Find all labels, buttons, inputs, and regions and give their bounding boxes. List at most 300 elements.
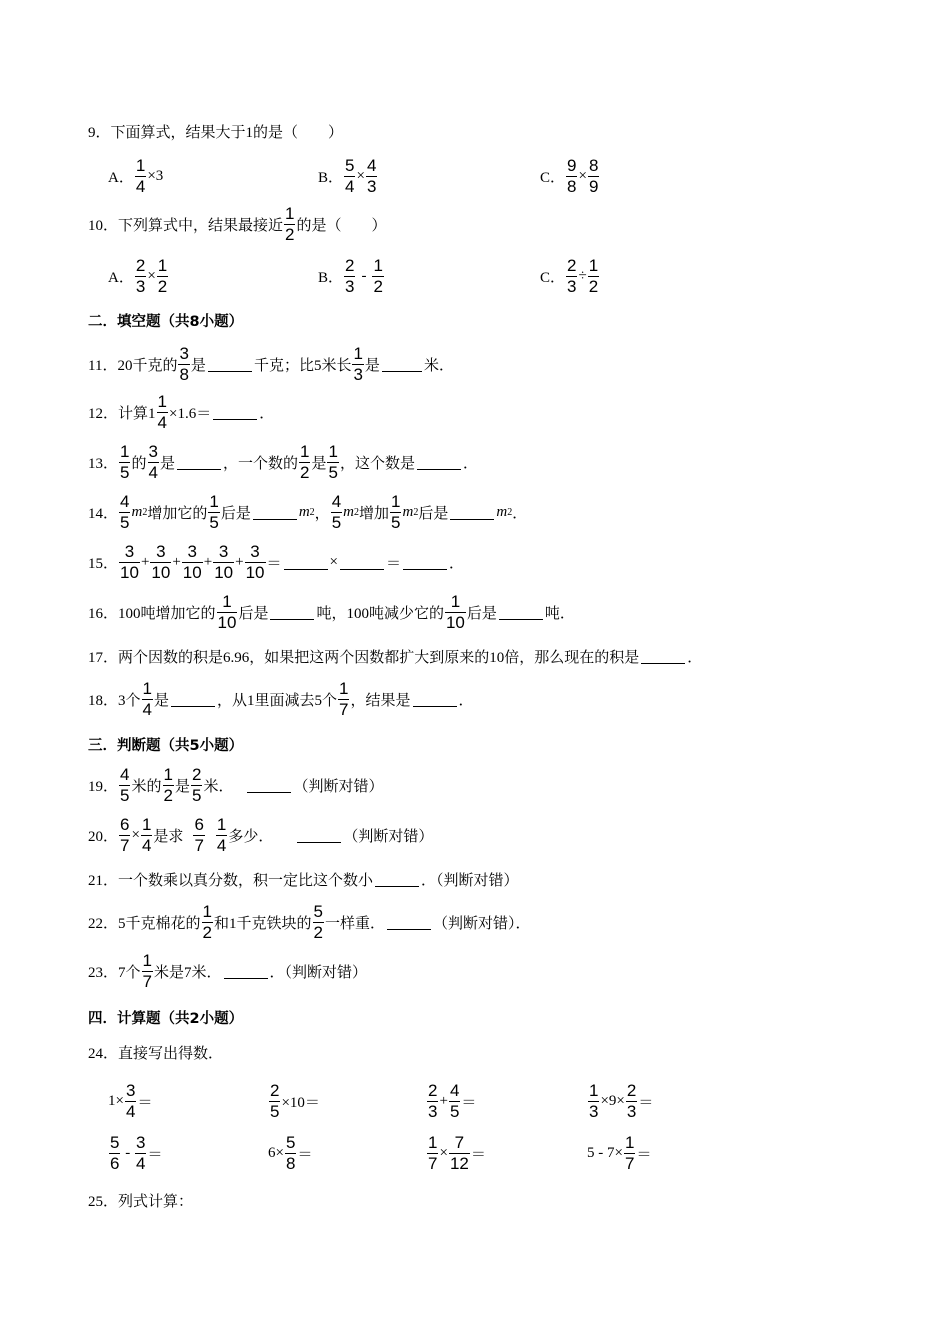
denominator: 5 (120, 512, 130, 532)
numerator: 1 (353, 343, 363, 363)
text-segment: ．（判断对错） (421, 872, 519, 889)
section-true-false: 三．判断题（共5小题） (88, 738, 244, 754)
fraction (449, 1133, 470, 1174)
denominator: 2 (157, 276, 168, 296)
text-segment: m (298, 503, 310, 520)
calc-item (587, 1127, 651, 1179)
numerator: 3 (187, 541, 197, 561)
answer-blank[interactable] (375, 872, 419, 887)
denominator: 2 (300, 462, 310, 482)
fraction (352, 344, 363, 385)
text-segment: m (496, 503, 508, 520)
numerator: 1 (624, 1132, 635, 1152)
fraction (135, 1133, 146, 1174)
numerator: 5 (345, 155, 355, 175)
denominator: 8 (567, 176, 577, 196)
numerator: 6 (194, 814, 204, 834)
numerator: 1 (120, 441, 130, 461)
denominator: 10 (245, 562, 265, 582)
text-segment: 是 (153, 692, 169, 709)
numerator: 2 (428, 1080, 438, 1100)
section-fill-in: 二．填空题（共8小题） (88, 314, 244, 330)
text-segment: 25．列式计算： (88, 1193, 194, 1210)
text-segment: 21．一个数乘以真分数，积一定比这个数小 (88, 872, 374, 889)
answer-blank[interactable] (340, 555, 384, 570)
answer-blank[interactable] (417, 455, 461, 470)
text-segment: ， (314, 505, 330, 522)
text-segment: + (203, 553, 213, 570)
text-segment: ＝ (636, 1146, 652, 1163)
text-segment: ． (458, 692, 474, 709)
fraction (344, 256, 355, 297)
text-segment: 15． (88, 555, 119, 572)
fraction (338, 679, 349, 720)
denominator: 8 (285, 1153, 296, 1173)
fraction (208, 492, 219, 533)
fraction (141, 815, 152, 856)
numerator: 1 (300, 441, 310, 461)
fraction (157, 392, 168, 433)
fraction (445, 592, 466, 633)
denominator: 4 (135, 1153, 146, 1173)
text-segment: ＝ (470, 1146, 486, 1163)
text-segment: （判断对错） (293, 778, 384, 795)
text-segment: A． (108, 269, 134, 286)
denominator: 5 (120, 462, 130, 482)
text-segment: 3 (155, 167, 164, 184)
numerator: 9 (567, 155, 577, 175)
text-segment: m (343, 503, 354, 520)
text-segment: ，这个数是 (339, 455, 415, 472)
text-segment: ＝ (461, 1094, 477, 1111)
text-segment: 13． (88, 455, 119, 472)
denominator: 3 (626, 1101, 637, 1121)
fraction (142, 951, 153, 992)
text-segment: 是 (364, 357, 380, 374)
calc-item (268, 1127, 312, 1179)
text-segment: B． (318, 169, 344, 186)
fraction (566, 256, 577, 297)
text-segment: 一样重． (324, 915, 385, 932)
question-24 (88, 1026, 223, 1078)
text-segment: - (121, 1144, 134, 1161)
numerator: 7 (454, 1132, 465, 1152)
text-segment: 增加它的 (147, 505, 208, 522)
question-11 (88, 338, 454, 390)
fraction (449, 1081, 460, 1122)
text-segment: 20． (88, 828, 119, 845)
fraction (119, 765, 130, 806)
fraction (178, 344, 189, 385)
answer-blank[interactable] (208, 357, 252, 372)
text-segment: 后是 (418, 505, 449, 522)
numerator: 1 (588, 255, 599, 275)
denominator: 7 (120, 835, 130, 855)
q10-option-b (318, 250, 385, 302)
calc-item (587, 1075, 653, 1127)
numerator: 3 (179, 343, 189, 363)
text-segment: 吨，100吨减少它的 (316, 605, 444, 622)
fraction (390, 492, 401, 533)
text-segment: 的 (131, 455, 147, 472)
text-segment: 米是7米． (153, 964, 222, 981)
numerator: 1 (157, 255, 168, 275)
text-segment: B． (318, 269, 344, 286)
fraction (366, 156, 377, 197)
numerator: 2 (626, 1080, 637, 1100)
fraction (344, 156, 355, 197)
denominator: 3 (589, 1101, 599, 1121)
numerator: 2 (135, 255, 146, 275)
numerator: 3 (125, 1080, 136, 1100)
answer-blank[interactable] (213, 405, 257, 420)
text-segment: 2 (309, 506, 315, 518)
denominator: 7 (142, 971, 152, 991)
answer-blank[interactable] (641, 649, 685, 664)
calc-item (426, 1075, 476, 1127)
fraction (150, 542, 171, 583)
answer-blank[interactable] (171, 692, 215, 707)
fraction (182, 542, 203, 583)
numerator: 1 (216, 814, 227, 834)
numerator: 3 (156, 541, 166, 561)
denominator: 2 (373, 276, 383, 296)
text-segment: + (439, 1092, 448, 1109)
fraction (157, 256, 168, 297)
numerator: 1 (391, 491, 401, 511)
fraction (284, 204, 295, 245)
numerator: 3 (148, 441, 158, 461)
numerator: 2 (567, 255, 577, 275)
text-segment: 是求 (153, 828, 184, 845)
denominator: 4 (148, 462, 158, 482)
text-segment: 23．7个 (88, 964, 141, 981)
fraction (135, 256, 146, 297)
numerator: 1 (428, 1132, 438, 1152)
text-segment: + (172, 553, 181, 570)
answer-blank[interactable] (413, 692, 457, 707)
denominator: 9 (588, 176, 599, 196)
question-23 (88, 945, 367, 997)
text-segment: + (235, 553, 244, 570)
text-segment: ． (687, 649, 703, 666)
denominator: 5 (209, 512, 219, 532)
text-segment: 10．下列算式中，结果最接近 (88, 217, 284, 234)
text-segment: ＝ (638, 1094, 654, 1111)
text-segment: m (131, 503, 143, 520)
answer-blank[interactable] (224, 964, 268, 979)
text-segment: C． (540, 269, 566, 286)
fraction (216, 815, 227, 856)
numerator: 1 (135, 155, 146, 175)
text-segment: ．（判断对错） (269, 964, 368, 981)
fraction (163, 765, 174, 806)
numerator: 1 (450, 591, 461, 611)
text-segment: × (439, 1144, 448, 1161)
denominator: 5 (391, 512, 401, 532)
fraction (269, 1081, 280, 1122)
numerator: 4 (449, 1080, 460, 1100)
fraction (285, 1133, 296, 1174)
fraction (119, 442, 130, 483)
numerator: 2 (345, 255, 355, 275)
numerator: 3 (250, 541, 260, 561)
question-10 (88, 198, 387, 250)
denominator: 7 (194, 835, 204, 855)
denominator: 4 (345, 176, 355, 196)
fraction (217, 592, 238, 633)
text-segment: × (329, 553, 338, 570)
text-segment: + (140, 553, 150, 570)
denominator: 10 (151, 562, 171, 582)
text-segment: 2 (413, 506, 419, 518)
denominator: 4 (216, 835, 227, 855)
denominator: 5 (270, 1101, 280, 1121)
text-segment: 是 (190, 357, 206, 374)
numerator: 3 (124, 541, 135, 561)
fraction (588, 1081, 599, 1122)
denominator: 5 (328, 462, 338, 482)
text-segment: 18．3个 (88, 692, 141, 709)
text-segment: ＝ (147, 1146, 163, 1163)
text-segment: ． (449, 555, 465, 572)
denominator: 2 (202, 922, 212, 942)
fraction (142, 679, 153, 720)
numerator: 3 (218, 541, 229, 561)
text-segment: 是 (311, 455, 327, 472)
text-segment: 12．计算1 (88, 405, 156, 422)
denominator: 3 (428, 1101, 438, 1121)
text-segment: ，结果是 (350, 692, 411, 709)
answer-blank[interactable] (270, 605, 314, 620)
question-14 (88, 486, 527, 538)
text-segment: ＝ (385, 555, 401, 572)
text-segment: 5 - 7× (587, 1144, 623, 1161)
text-segment: ． (462, 455, 478, 472)
text-segment: 11．20千克的 (88, 357, 178, 374)
fraction (588, 256, 599, 297)
numerator: 4 (120, 491, 130, 511)
numerator: 2 (270, 1080, 280, 1100)
text-segment: 1× (108, 1092, 124, 1109)
text-segment: ×9× (600, 1092, 625, 1109)
denominator: 7 (428, 1153, 438, 1173)
denominator: 10 (445, 612, 465, 632)
denominator: 4 (142, 699, 152, 719)
question-18 (88, 673, 474, 725)
q9-option-c (540, 150, 600, 202)
section-calculation: 四．计算题（共2小题） (88, 1011, 244, 1027)
denominator: 4 (141, 835, 152, 855)
text-segment: （判断对错） (343, 828, 434, 845)
answer-blank[interactable] (403, 555, 447, 570)
denominator: 7 (339, 699, 349, 719)
numerator: 3 (135, 1132, 146, 1152)
text-segment: ． (259, 405, 275, 422)
numerator: 1 (142, 678, 152, 698)
fraction (148, 442, 159, 483)
text-segment: 2 (354, 506, 359, 518)
fraction (588, 156, 599, 197)
text-segment: 是 (159, 455, 175, 472)
denominator: 4 (157, 412, 167, 432)
numerator: 1 (209, 491, 219, 511)
question-25 (88, 1174, 193, 1226)
denominator: 8 (179, 364, 189, 384)
text-segment: ×10＝ (281, 1094, 320, 1111)
fraction (313, 902, 324, 943)
text-segment: A． (108, 169, 134, 186)
answer-blank[interactable] (177, 455, 221, 470)
text-segment: 16．100吨增加它的 (88, 605, 216, 622)
text-segment: ． (512, 505, 528, 522)
numerator: 1 (163, 764, 173, 784)
text-segment: 17．两个因数的积是6.96，如果把这两个因数都扩大到原来的10倍，那么现在的积是 (88, 649, 640, 666)
text-segment: 增加 (359, 505, 390, 522)
calc-item (268, 1075, 320, 1127)
text-segment: 后是 (220, 505, 251, 522)
numerator: 5 (313, 901, 323, 921)
text-segment: ＝ (266, 555, 282, 572)
fraction (327, 442, 338, 483)
text-segment: × (147, 267, 156, 284)
text-segment: 14． (88, 505, 119, 522)
text-segment: m (402, 503, 414, 520)
fraction (331, 492, 342, 533)
answer-blank[interactable] (450, 505, 494, 520)
fraction (125, 1081, 136, 1122)
text-segment: 米的 (131, 778, 162, 795)
fraction (191, 765, 202, 806)
text-segment: 2 (142, 506, 148, 518)
text-segment: （判断对错）． (432, 915, 531, 932)
answer-blank[interactable] (253, 505, 297, 520)
text-segment: 22．5千克棉花的 (88, 915, 201, 932)
fraction (245, 542, 266, 583)
fraction (119, 815, 130, 856)
denominator: 3 (345, 276, 355, 296)
numerator: 5 (110, 1132, 120, 1152)
q9-option-b (318, 150, 378, 202)
fraction (624, 1133, 635, 1174)
text-segment: 9．下面算式，结果大于1的是（ ） (88, 124, 344, 141)
text-segment: 米． (203, 778, 234, 795)
numerator: 1 (285, 203, 295, 223)
fraction (193, 815, 204, 856)
fraction (427, 1133, 438, 1174)
answer-blank[interactable] (247, 778, 291, 793)
fraction (299, 442, 310, 483)
text-segment: 6× (268, 1144, 284, 1161)
text-segment: 的是（ ） (296, 217, 387, 234)
q10-option-a (108, 250, 169, 302)
denominator: 5 (449, 1101, 460, 1121)
fraction (626, 1081, 637, 1122)
denominator: 5 (191, 785, 202, 805)
numerator: 1 (157, 391, 167, 411)
text-segment: ÷ (578, 267, 587, 284)
text-segment: 和1千克铁块的 (213, 915, 312, 932)
numerator: 6 (120, 814, 130, 834)
denominator: 3 (567, 276, 577, 296)
text-segment: 米． (423, 357, 454, 374)
numerator: 4 (120, 764, 130, 784)
fraction (119, 492, 130, 533)
fraction (566, 156, 577, 197)
numerator: 8 (588, 155, 599, 175)
fraction (427, 1081, 438, 1122)
numerator: 1 (141, 814, 152, 834)
denominator: 3 (366, 176, 377, 196)
text-segment: 后是 (238, 605, 269, 622)
text-segment: ＝ (297, 1146, 313, 1163)
numerator: 1 (222, 591, 232, 611)
fraction (372, 256, 383, 297)
q10-option-c (540, 250, 600, 302)
text-segment: ，从1里面减去5个 (217, 692, 338, 709)
text-segment: × (131, 826, 140, 843)
answer-blank[interactable] (387, 915, 431, 930)
numerator: 5 (285, 1132, 296, 1152)
q9-option-a (108, 150, 163, 202)
question-15 (88, 536, 464, 588)
fraction (109, 1133, 120, 1174)
text-segment: ＝ (137, 1094, 153, 1111)
answer-blank[interactable] (499, 605, 543, 620)
text-segment: × (356, 167, 365, 184)
denominator: 2 (313, 922, 323, 942)
text-segment: 是 (174, 778, 190, 795)
numerator: 1 (339, 678, 349, 698)
denominator: 2 (163, 785, 173, 805)
question-19 (88, 759, 383, 811)
text-segment: × (578, 167, 587, 184)
denominator: 3 (353, 364, 363, 384)
numerator: 1 (202, 901, 212, 921)
denominator: 10 (120, 562, 139, 582)
denominator: 10 (217, 612, 237, 632)
fraction (135, 156, 146, 197)
text-segment: ×1.6＝ (168, 405, 212, 422)
denominator: 7 (624, 1153, 635, 1173)
text-segment: ，一个数的 (222, 455, 298, 472)
numerator: 1 (589, 1080, 599, 1100)
text-segment: 后是 (466, 605, 497, 622)
question-22 (88, 896, 531, 948)
fraction (119, 542, 140, 583)
denominator: 6 (110, 1153, 120, 1173)
text-segment: 19． (88, 778, 119, 795)
numerator: 2 (191, 764, 202, 784)
numerator: 4 (366, 155, 377, 175)
text-segment: - (361, 267, 367, 284)
answer-blank[interactable] (284, 555, 328, 570)
text-segment: C． (540, 169, 566, 186)
text-segment: 千克；比5米长 (253, 357, 352, 374)
text-segment: 多少． (228, 828, 274, 845)
denominator: 2 (588, 276, 599, 296)
answer-blank[interactable] (297, 828, 341, 843)
answer-blank[interactable] (382, 357, 422, 372)
calc-item (108, 1127, 162, 1179)
denominator: 2 (285, 224, 295, 244)
fraction (213, 542, 234, 583)
text-segment: 2 (507, 506, 513, 518)
text-segment: 吨． (544, 605, 575, 622)
question-12 (88, 386, 274, 438)
text-segment: 24．直接写出得数． (88, 1045, 224, 1062)
denominator: 10 (214, 562, 234, 582)
